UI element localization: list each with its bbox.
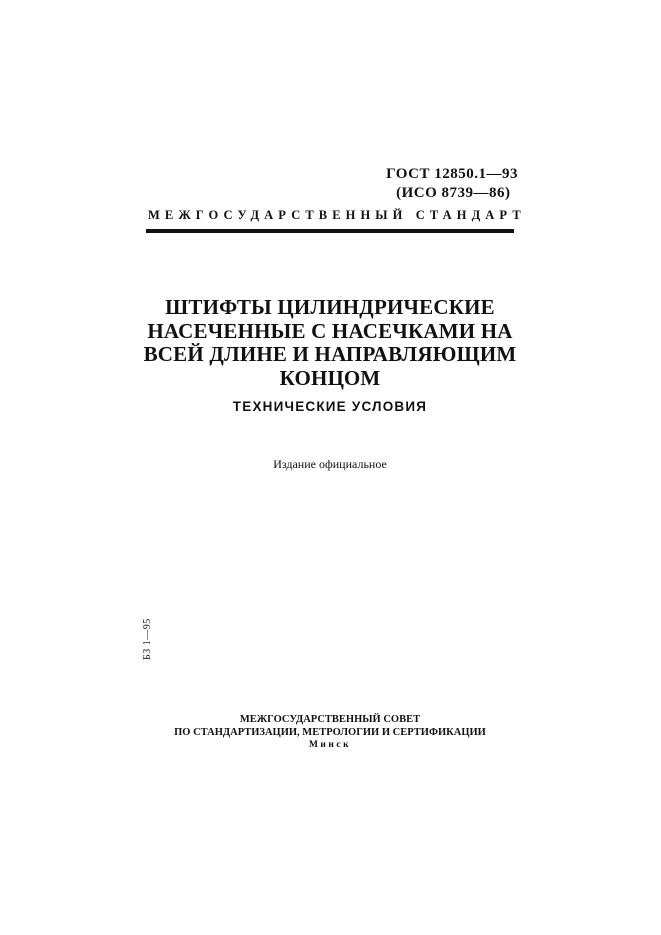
publisher-line: МЕЖГОСУДАРСТВЕННЫЙ СОВЕТ [239,714,421,725]
header-rule [146,229,514,233]
title-line: ВСЕЙ ДЛИНЕ И НАПРАВЛЯЮЩИМ [143,342,517,366]
iso-code: (ИСО 8739—86) [396,185,511,201]
title-line: КОНЦОМ [279,365,381,390]
publisher-line: ПО СТАНДАРТИЗАЦИИ, МЕТРОЛОГИИ И СЕРТИФИКАЦИИ [174,727,486,738]
document-title [130,296,530,390]
standard-type-label: МЕЖГОСУДАРСТВЕННЫЙ СТАНДАРТ [148,208,526,222]
gost-code: ГОСТ 12850.1—93 [386,166,518,182]
side-catalog-code: БЗ 1—95 [142,618,153,660]
publisher-city: Минск [308,740,352,750]
standard-code-block [386,165,518,203]
title-line: НАСЕЧЕННЫЕ С НАСЕЧКАМИ НА [147,318,513,343]
publisher-block [130,713,530,752]
edition-note: Издание официальное [273,457,387,471]
document-subtitle: ТЕХНИЧЕСКИЕ УСЛОВИЯ [232,399,428,414]
title-line: ШТИФТЫ ЦИЛИНДРИЧЕСКИЕ [165,295,495,319]
